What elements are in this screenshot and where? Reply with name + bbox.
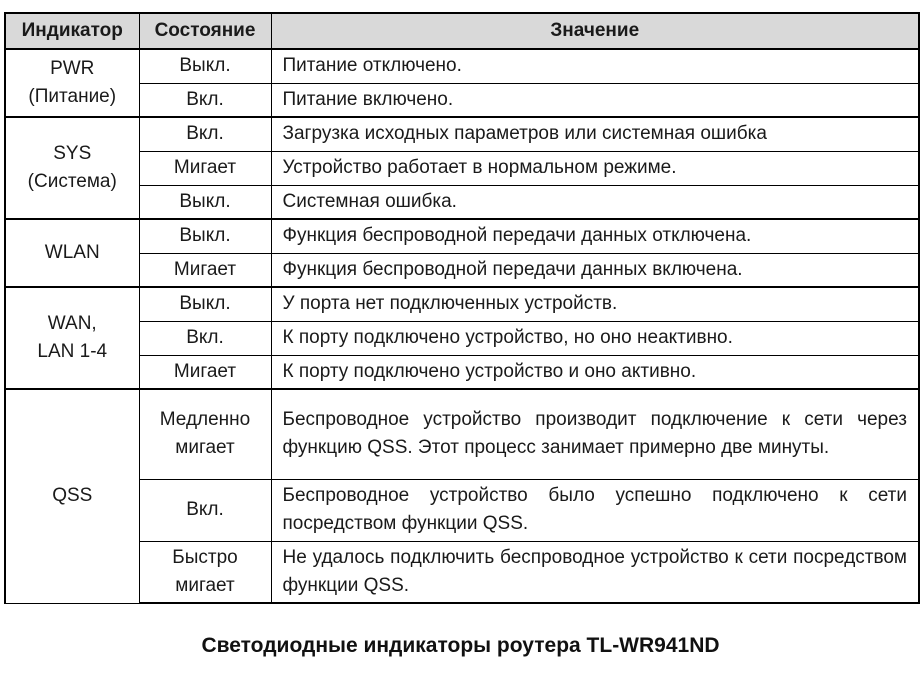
table-row <box>5 389 919 479</box>
state-cell <box>139 253 271 287</box>
indicator-subname: LAN 1-4 <box>37 341 108 362</box>
meaning-cell: Системная ошибка. <box>271 185 919 219</box>
meaning-cell: Загрузка исходных параметров или системная ошибка <box>271 117 919 151</box>
table-row <box>5 253 919 287</box>
state-text: мигает <box>175 574 235 596</box>
table-row <box>5 185 919 219</box>
table-row <box>5 83 919 117</box>
indicator-name: WLAN <box>44 242 100 263</box>
table-row <box>5 49 919 83</box>
state-text: Быстро <box>172 546 238 568</box>
indicator-name: SYS <box>53 143 92 164</box>
header-meaning: Значение <box>271 13 919 49</box>
meaning-cell: Не удалось подключить беспроводное устройство к сети посредством функции QSS. <box>271 541 919 603</box>
state-text: Мигает <box>173 360 237 382</box>
header-indicator: Индикатор <box>5 13 139 49</box>
meaning-cell: Устройство работает в нормальном режиме. <box>271 151 919 185</box>
state-text: Вкл. <box>186 123 224 145</box>
meaning-cell: Питание отключено. <box>271 49 919 83</box>
indicator-name: QSS <box>52 485 93 507</box>
state-text: Выкл. <box>179 293 231 315</box>
state-cell <box>139 321 271 355</box>
indicator-cell-sys <box>5 117 139 219</box>
state-cell <box>139 219 271 253</box>
state-text: Вкл. <box>186 88 224 110</box>
table-row <box>5 151 919 185</box>
table-row <box>5 541 919 603</box>
meaning-cell: Беспроводное устройство было успешно подключено к сети посредством функции QSS. <box>271 479 919 541</box>
indicator-subname: (Питание) <box>28 86 117 107</box>
meaning-cell: Функция беспроводной передачи данных включена. <box>271 253 919 287</box>
indicator-name: WAN, <box>47 313 97 334</box>
state-cell <box>139 117 271 151</box>
indicator-cell-qss <box>5 389 139 603</box>
state-text: Медленно <box>159 409 251 431</box>
state-cell <box>139 541 271 603</box>
state-cell <box>139 185 271 219</box>
table-row <box>5 219 919 253</box>
meaning-cell: Питание включено. <box>271 83 919 117</box>
meaning-cell: У порта нет подключенных устройств. <box>271 287 919 321</box>
table-header-row <box>5 13 919 49</box>
indicator-cell-pwr <box>5 49 139 117</box>
state-cell <box>139 355 271 389</box>
state-cell <box>139 151 271 185</box>
led-indicator-table <box>4 12 920 604</box>
state-cell <box>139 49 271 83</box>
table-caption: Светодиодные индикаторы роутера TL-WR941ND <box>201 634 720 657</box>
state-text: Выкл. <box>179 225 231 247</box>
state-text: Мигает <box>173 157 237 178</box>
meaning-cell: К порту подключено устройство и оно активно. <box>271 355 919 389</box>
indicator-subname: (Система) <box>27 171 117 192</box>
meaning-cell: Беспроводное устройство производит подключение к сети через функцию QSS. Этот процесс занимает примерно две минуты. <box>271 389 919 479</box>
state-text: Вкл. <box>186 499 224 520</box>
state-text: Мигает <box>173 258 237 280</box>
meaning-cell: К порту подключено устройство, но оно неактивно. <box>271 321 919 355</box>
header-state: Состояние <box>139 13 271 49</box>
table-row <box>5 117 919 151</box>
indicator-cell-wan-lan <box>5 287 139 389</box>
table-row <box>5 355 919 389</box>
state-text: Выкл. <box>179 190 231 212</box>
state-cell <box>139 287 271 321</box>
table-row <box>5 479 919 541</box>
indicator-cell-wlan <box>5 219 139 287</box>
table-row <box>5 287 919 321</box>
state-cell <box>139 83 271 117</box>
state-text: Выкл. <box>179 55 231 77</box>
state-cell <box>139 389 271 479</box>
state-text: мигает <box>175 437 235 459</box>
table-row <box>5 321 919 355</box>
indicator-name: PWR <box>50 58 95 79</box>
meaning-cell: Функция беспроводной передачи данных отключена. <box>271 219 919 253</box>
state-cell <box>139 479 271 541</box>
state-text: Вкл. <box>186 327 224 348</box>
